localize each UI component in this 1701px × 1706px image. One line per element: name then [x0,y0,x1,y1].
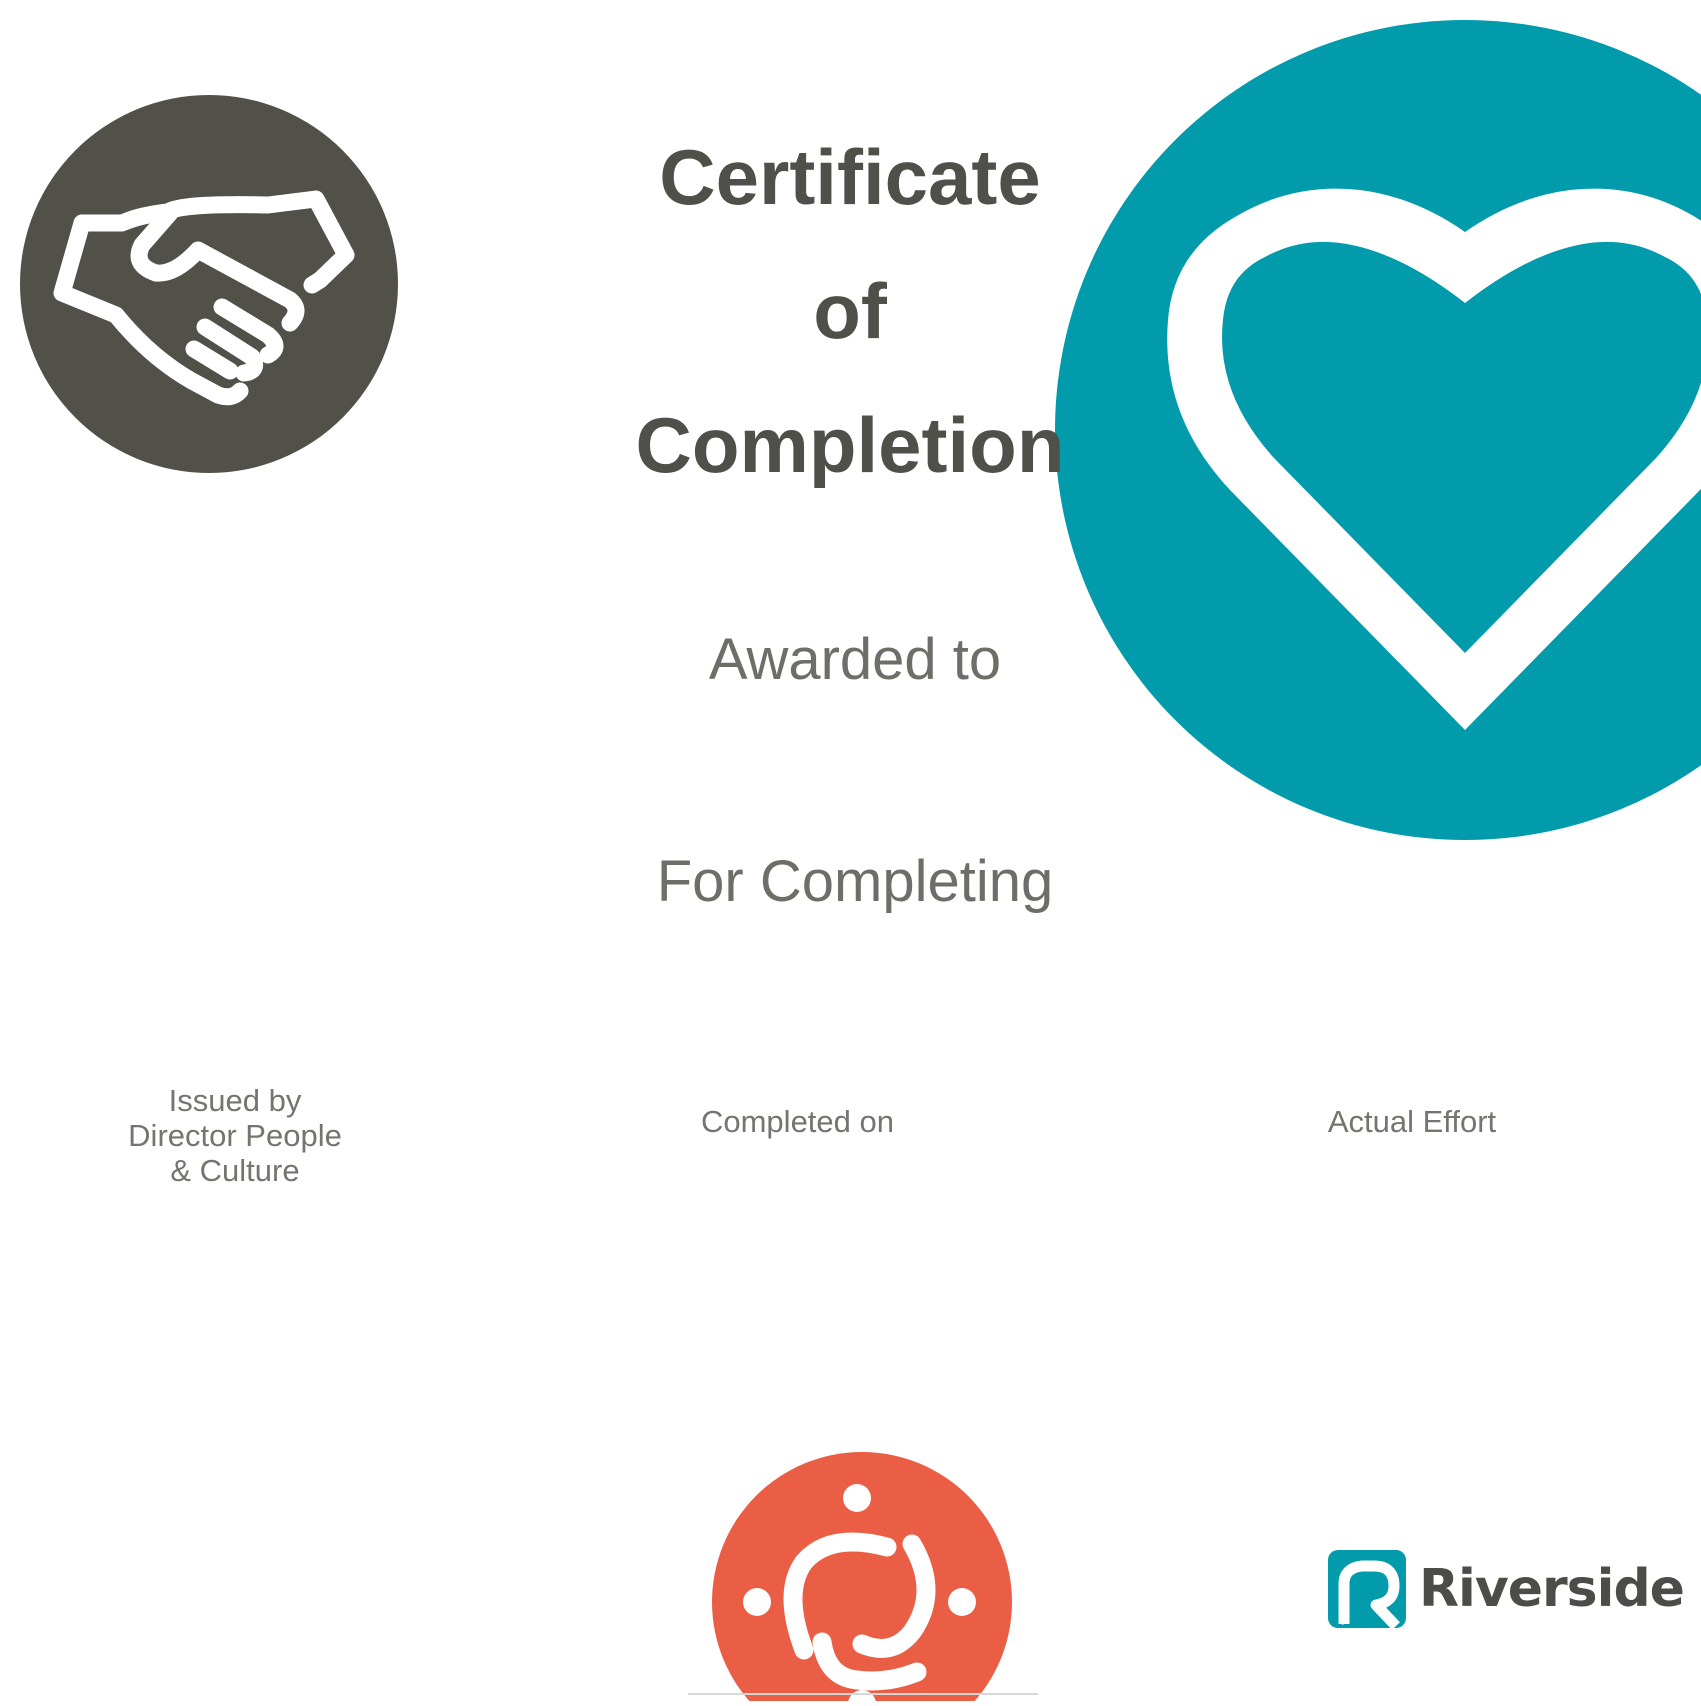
signature-divider [688,1693,1038,1695]
handshake-badge [20,95,398,473]
issued-by-label: Issued by [168,1083,302,1118]
issuer-title-line-1: Director People [128,1118,342,1153]
completed-on-label: Completed on [700,1104,894,1139]
for-completing-label: For Completing [656,849,1054,914]
issued-by-block [80,1083,390,1188]
certificate-title-line-3: Completion [635,401,1065,489]
handshake-icon [20,95,398,473]
people-badge [712,1452,1012,1701]
certificate-title-line-2: of [813,267,887,355]
riverside-logo [1328,1550,1684,1632]
actual-effort-label: Actual Effort [1327,1104,1497,1139]
awarded-to-label: Awarded to [708,627,1002,692]
certificate-title-line-1: Certificate [659,133,1041,221]
riverside-wordmark: Riverside [1419,1559,1684,1619]
people-circle-icon [712,1452,1012,1701]
riverside-r-icon [1328,1550,1406,1628]
issuer-title-line-2: & Culture [170,1153,300,1188]
